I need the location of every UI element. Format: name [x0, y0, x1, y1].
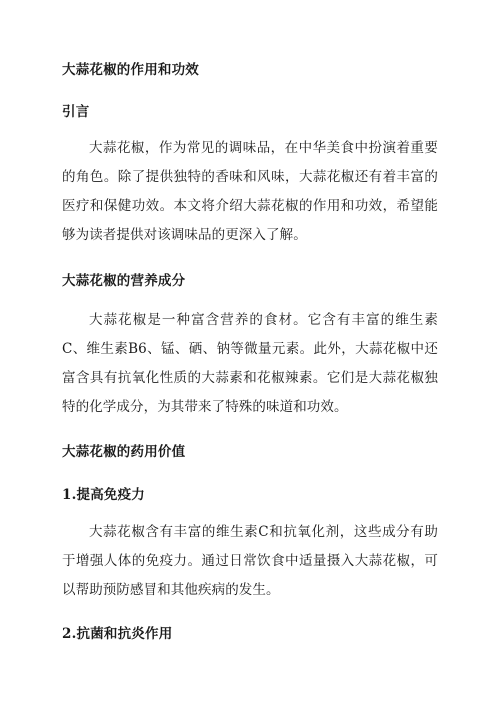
- subsection-heading-immunity: 1.提高免疫力: [62, 487, 145, 503]
- intro-paragraph: 大蒜花椒，作为常见的调味品，在中华美食中扮演着重要的角色。除了提供独特的香味和风味，大蒜花椒还有着丰富的医疗和保健功效。本文将介绍大蒜花椒的作用和功效，希望能够为读者提供对该调味品的更深入了解。: [62, 140, 438, 243]
- section-heading-intro: 引言: [62, 104, 90, 120]
- document-title: 大蒜花椒的作用和功效: [62, 62, 199, 78]
- immunity-paragraph: 大蒜花椒含有丰富的维生素C和抗氧化剂，这些成分有助于增强人体的免疫力。通过日常饮食中适量摄入大蒜花椒，可以帮助预防感冒和其他疾病的发生。: [62, 524, 438, 598]
- nutrition-paragraph: 大蒜花椒是一种富含营养的食材。它含有丰富的维生素C、维生素B6、锰、硒、钠等微量元素。此外，大蒜花椒中还富含具有抗氧化性质的大蒜素和花椒辣素。它们是大蒜花椒独特的化学成分，为其带来了特殊的味道和功效。: [62, 312, 438, 415]
- section-heading-nutrition: 大蒜花椒的营养成分: [62, 273, 186, 289]
- subsection-heading-antibacterial: 2.抗菌和抗炎作用: [62, 626, 173, 642]
- section-heading-medicinal: 大蒜花椒的药用价值: [62, 444, 186, 460]
